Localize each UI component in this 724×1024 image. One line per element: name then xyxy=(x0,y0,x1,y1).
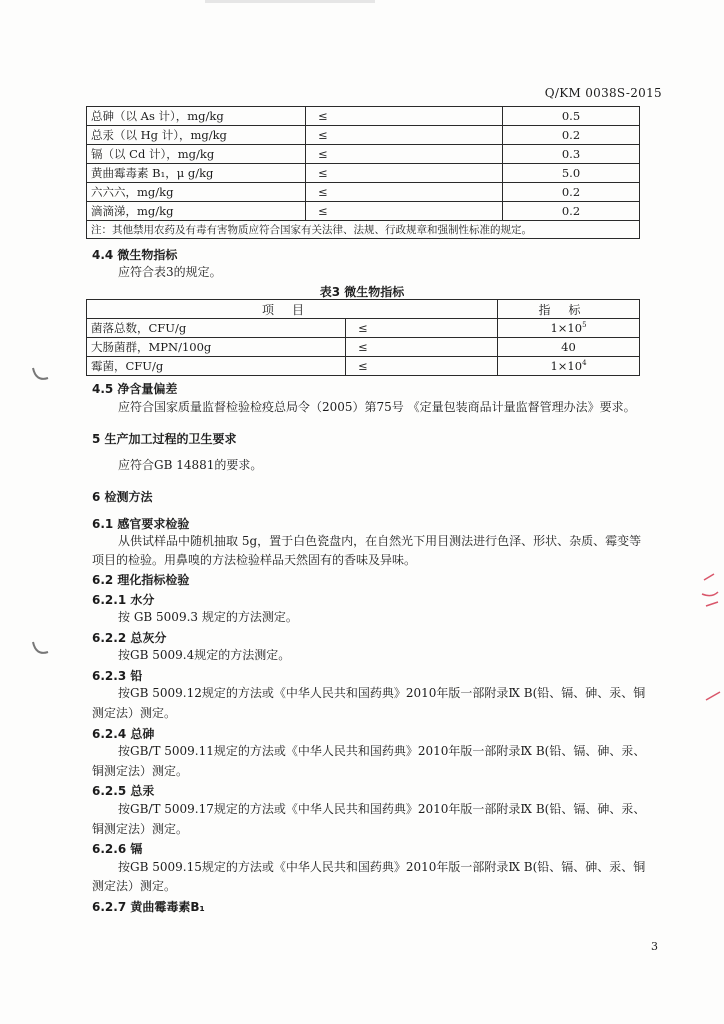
value-exponent: 4 xyxy=(582,359,587,368)
value-cell xyxy=(498,357,640,376)
document-code: Q/KM 0038S-2015 xyxy=(544,86,662,100)
section-heading: 6.2 理化指标检验 xyxy=(92,573,190,587)
item-cell: 霉菌，CFU/g xyxy=(87,357,346,376)
operator-cell: ≤ xyxy=(306,183,503,202)
paragraph-line: 项目的检验。用鼻嗅的方法检验样品天然固有的香味及异味。 xyxy=(92,553,417,567)
item-cell: 六六六，mg/kg xyxy=(87,183,306,202)
section-heading: 4.4 微生物指标 xyxy=(92,248,178,262)
section-heading: 6.2.4 总砷 xyxy=(92,727,155,741)
item-cell: 大肠菌群，MPN/100g xyxy=(87,338,346,357)
paragraph-line: 按GB/T 5009.17规定的方法或《中华人民共和国药典》2010年版一部附录Ⅸ B(铅、镉、砷、汞、 xyxy=(118,802,646,816)
section-heading: 6.2.7 黄曲霉毒素B₁ xyxy=(92,900,205,914)
table-row xyxy=(87,107,640,126)
value-cell: 5.0 xyxy=(503,164,640,183)
table-row xyxy=(87,164,640,183)
table-row xyxy=(87,183,640,202)
paragraph-line: 铜测定法）测定。 xyxy=(92,822,189,836)
paragraph-line: 铜测定法）测定。 xyxy=(92,764,189,778)
operator-cell: ≤ xyxy=(346,357,498,376)
paragraph-line: 按GB/T 5009.11规定的方法或《中华人民共和国药典》2010年版一部附录Ⅸ B(铅、镉、砷、汞、 xyxy=(118,744,646,758)
value-cell: 0.2 xyxy=(503,126,640,145)
item-cell: 菌落总数，CFU/g xyxy=(87,319,346,338)
paragraph: 应符合表3的规定。 xyxy=(118,265,222,279)
operator-cell: ≤ xyxy=(306,107,503,126)
table-row xyxy=(87,145,640,164)
table-row xyxy=(87,357,640,376)
table-row xyxy=(87,202,640,221)
red-pen-mark xyxy=(700,572,722,612)
operator-cell: ≤ xyxy=(306,202,503,221)
page-number: 3 xyxy=(651,940,658,953)
value-cell: 0.3 xyxy=(503,145,640,164)
paragraph: 应符合国家质量监督检验检疫总局令（2005）第75号 《定量包装商品计量监督管理办法》要求。 xyxy=(118,400,636,414)
value-cell: 0.5 xyxy=(503,107,640,126)
operator-cell: ≤ xyxy=(306,145,503,164)
section-heading: 6.1 感官要求检验 xyxy=(92,517,190,531)
value-base: 1×10 xyxy=(550,321,583,335)
operator-cell: ≤ xyxy=(306,126,503,145)
paragraph-line: 测定法）测定。 xyxy=(92,879,177,893)
operator-cell: ≤ xyxy=(346,319,498,338)
section-heading: 6 检测方法 xyxy=(92,490,153,504)
item-cell: 总汞（以 Hg 计），mg/kg xyxy=(87,126,306,145)
value-base: 40 xyxy=(561,340,576,354)
paragraph-line: 按GB 5009.15规定的方法或《中华人民共和国药典》2010年版一部附录Ⅸ B(铅、镉、砷、汞、铜 xyxy=(118,860,646,874)
paragraph-line: 按GB 5009.12规定的方法或《中华人民共和国药典》2010年版一部附录Ⅸ B(铅、镉、砷、汞、铜 xyxy=(118,686,646,700)
table-row xyxy=(87,126,640,145)
paragraph: 应符合GB 14881的要求。 xyxy=(118,458,263,472)
item-cell: 总砷（以 As 计），mg/kg xyxy=(87,107,306,126)
column-header-item: 项目 xyxy=(87,300,498,319)
table-row xyxy=(87,319,640,338)
paragraph-line: 从供试样品中随机抽取 5g，置于白色瓷盘内，在自然光下用目测法进行色泽、形状、杂质、霉变等 xyxy=(118,534,642,548)
value-cell xyxy=(498,319,640,338)
section-heading: 6.2.2 总灰分 xyxy=(92,631,167,645)
paragraph: 按GB 5009.4规定的方法测定。 xyxy=(118,648,291,662)
item-cell: 黄曲霉毒素 B₁，μ g/kg xyxy=(87,164,306,183)
table-caption: 表3 微生物指标 xyxy=(319,285,405,299)
section-heading: 6.2.5 总汞 xyxy=(92,784,155,798)
value-base: 1×10 xyxy=(550,359,583,373)
paragraph: 按 GB 5009.3 规定的方法测定。 xyxy=(118,610,298,624)
table-note-row xyxy=(87,221,640,239)
operator-cell: ≤ xyxy=(346,338,498,357)
section-heading: 6.2.3 铅 xyxy=(92,669,143,683)
red-pen-mark xyxy=(704,690,722,704)
table-header-row xyxy=(87,300,640,319)
table-row xyxy=(87,338,640,357)
punch-hole-mark xyxy=(30,364,52,386)
section-heading: 6.2.1 水分 xyxy=(92,593,155,607)
value-exponent: 5 xyxy=(582,321,587,330)
section-heading: 4.5 净含量偏差 xyxy=(92,382,178,396)
item-cell: 滴滴涕，mg/kg xyxy=(87,202,306,221)
value-cell: 0.2 xyxy=(503,202,640,221)
column-header-index: 指标 xyxy=(498,300,640,319)
contaminant-limits-table xyxy=(86,106,640,239)
punch-hole-mark xyxy=(30,638,52,660)
paragraph-line: 测定法）测定。 xyxy=(92,706,177,720)
value-cell: 0.2 xyxy=(503,183,640,202)
operator-cell: ≤ xyxy=(306,164,503,183)
section-heading: 5 生产加工过程的卫生要求 xyxy=(92,432,237,446)
value-cell xyxy=(498,338,640,357)
section-heading: 6.2.6 镉 xyxy=(92,842,143,856)
table-note: 注：其他禁用农药及有毒有害物质应符合国家有关法律、法规、行政规章和强制性标准的规定。 xyxy=(87,221,640,239)
item-cell: 镉（以 Cd 计），mg/kg xyxy=(87,145,306,164)
scan-smudge-top xyxy=(205,0,375,3)
microbial-limits-table xyxy=(86,299,640,376)
